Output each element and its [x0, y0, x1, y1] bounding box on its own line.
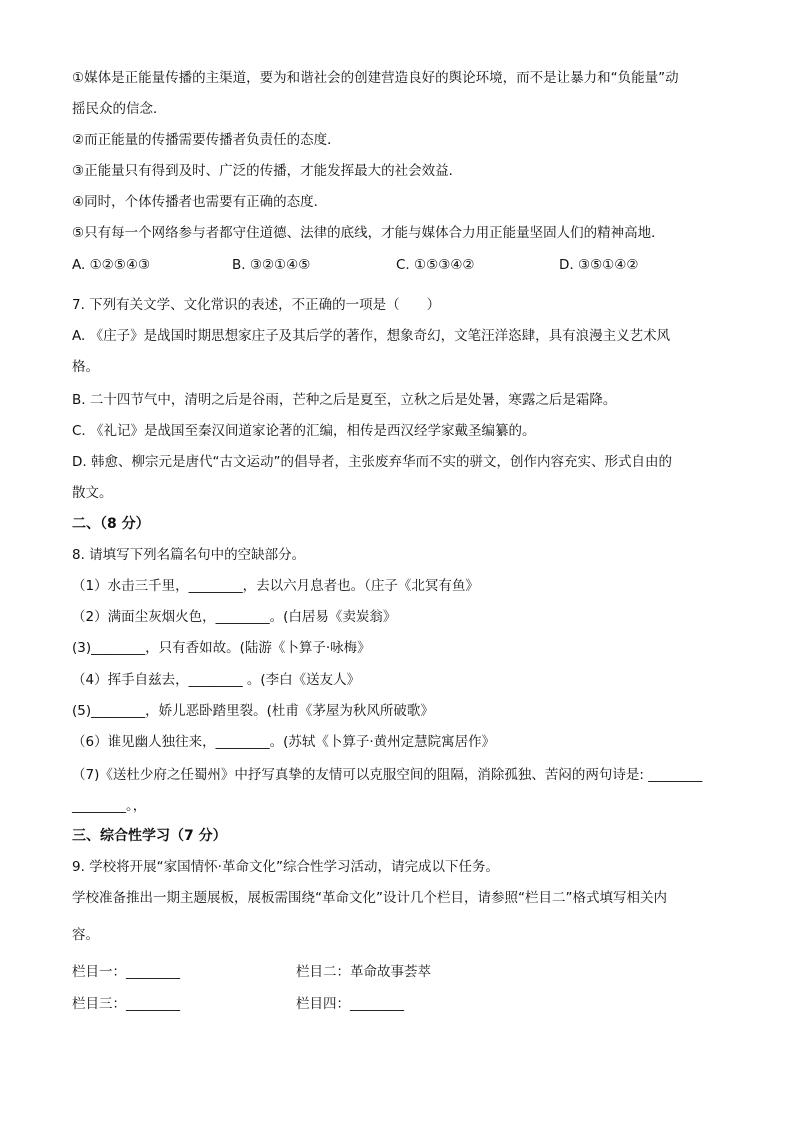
sentence-line: ②而正能量的传播需要传播者负责任的态度．: [72, 132, 341, 148]
q7-option-line: A. 《庄子》是战国时期思想家庄子及其后学的著作，想象奇幻，文笔汪洋恣肆，具有浪漫主义艺术风: [72, 328, 671, 344]
fill-item: （1）水击三千里，________，去以六月息者也。（庄子《北冥有鱼》: [72, 578, 479, 594]
q7-stem: 7. 下列有关文学、文化常识的表述，不正确的一项是（ ）: [72, 297, 441, 313]
q7-option-line: D. 韩愈、柳宗元是唐代“古文运动”的倡导者，主张废弃华而不实的骈文，创作内容充实、形式自由的: [72, 454, 672, 470]
option-c[interactable]: C. ①⑤③④②: [396, 257, 475, 273]
section2-heading: 二、（8 分）: [72, 516, 150, 532]
fill-item: （4）挥手自兹去，________ 。(李白《送友人》: [72, 672, 361, 688]
q8-stem: 8. 请填写下列名篇名句中的空缺部分。: [72, 547, 306, 563]
section3-heading: 三、综合性学习（7 分）: [72, 828, 227, 844]
q7-option-line: B. 二十四节气中，清明之后是谷雨，芒种之后是夏至，立秋之后是处暑，寒露之后是霜降。: [72, 392, 617, 408]
column-four: 栏目四：________: [296, 996, 404, 1012]
column-one: 栏目一：________: [72, 964, 180, 980]
fill-item: (5)________，娇儿恶卧踏里裂。(杜甫《茅屋为秋风所破歌》: [72, 703, 434, 719]
q7-option-line: 散文。: [72, 485, 113, 501]
q9-task-line: 学校准备推出一期主题展板，展板需围绕“革命文化”设计几个栏目，请参照“栏目二”格式填写相关内: [72, 890, 667, 906]
q7-option-line: C. 《礼记》是战国至秦汉间道家论著的汇编，相传是西汉经学家戴圣编纂的。: [72, 423, 536, 439]
fill-item: (3)________，只有香如故。(陆游《卜算子·咏梅》: [72, 640, 371, 656]
column-three: 栏目三：________: [72, 996, 180, 1012]
fill-item: （6）谁见幽人独往来，________。(苏轼《卜算子·黄州定慧院寓居作》: [72, 734, 496, 750]
sentence-line: ③正能量只有得到及时、广泛的传播，才能发挥最大的社会效益．: [72, 163, 463, 179]
q9-stem: 9. 学校将开展“家国情怀·革命文化”综合性学习活动，请完成以下任务。: [72, 859, 499, 875]
fill-item: ________。，: [72, 798, 147, 814]
q7-option-line: 格。: [72, 359, 99, 375]
fill-item: （7)《送杜少府之任蜀州》中抒写真挚的友情可以克服空间的阻隔，消除孤独、苦闷的两句诗是: ________: [72, 767, 703, 783]
column-two: 栏目二：革命故事荟萃: [296, 964, 431, 980]
option-a[interactable]: A. ①②⑤④③: [72, 257, 151, 273]
sentence-line: 摇民众的信念．: [72, 101, 167, 117]
q9-task-line: 容。: [72, 927, 99, 943]
option-d[interactable]: D. ③⑤①④②: [559, 257, 639, 273]
sentence-line: ④同时，个体传播者也需要有正确的态度．: [72, 194, 328, 210]
fill-item: （2）满面尘灰烟火色，________。(白居易《卖炭翁》: [72, 609, 397, 625]
option-b[interactable]: B. ③②①④⑤: [232, 257, 311, 273]
sentence-line: ①媒体是正能量传播的主渠道，要为和谐社会的创建营造良好的舆论环境，而不是让暴力和“负能量”动: [72, 70, 679, 86]
sentence-line: ⑤只有每一个网络参与者都守住道德、法律的底线，才能与媒体合力用正能量坚固人们的精神高地．: [72, 225, 665, 241]
